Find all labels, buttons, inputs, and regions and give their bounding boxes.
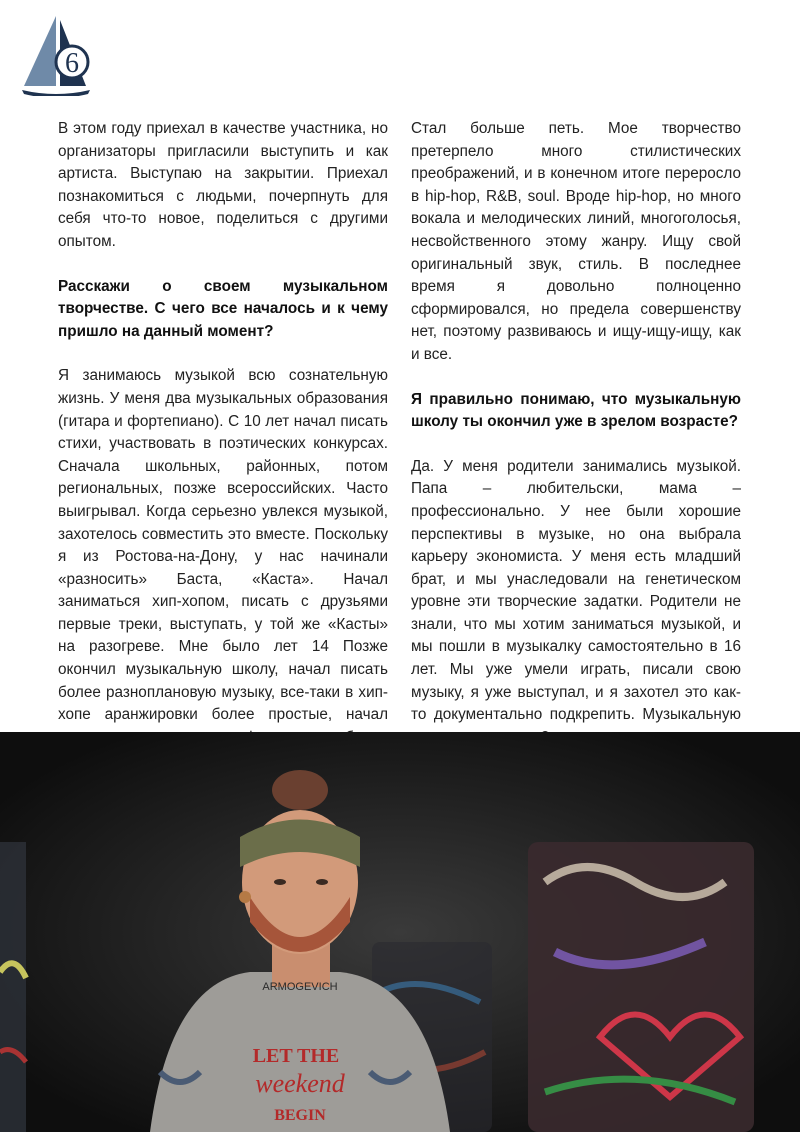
shirt-text-line2: weekend (255, 1069, 345, 1098)
intro-paragraph: В этом году приехал в качестве участника, но организаторы пригласили выступить и как артиста. Выступаю на закрытии. Приехал познакомиться с людьми, почерпнуть для себя что-то новое, поделиться с другими опытом. (58, 120, 388, 250)
graffiti-barrel-left (0, 842, 26, 1132)
interview-question-1: Расскажи о своем музыкальном творчестве. С чего все началось и к чему пришло на данный момент? (58, 277, 388, 340)
sailboat-logo-icon (20, 14, 92, 96)
shirt-text-line1: LET THE (252, 1045, 340, 1067)
portrait-illustration (0, 732, 800, 1132)
continuation-paragraph: Стал больше петь. Мое творчество претерпело много стилистических преображений, и в конечном итоге переросло в hip-hop, R&B, soul. Вроде hip-hop, но много вокала и мелодических линий, многоголосья, несвойственного этому жанру. Ищу свой оригинальный звук, стиль. В последнее время я довольно полноценно сформировался, но предела совершенству нет, поэтому развиваюсь и ищу-ищу-ищу, как и все. (411, 120, 741, 363)
answer-paragraph-1: Я занимаюсь музыкой всю сознательную жизнь. У меня два музыкальных образования (гитара и фортепиано). С 10 лет начал писать стихи, участвовать в поэтических конкурсах. Сначала школьных, районных, потом региональных, позже всероссийских. Часто выигрывал. Когда серьезно увлекся музыкой, захотелось совместить это вместе. Поскольку я из Ростова-на-Дону, у нас начинали «разносить» Баста, «Каста». Начал заниматься хип-хопом, писать с друзьями первые треки, выступать, у той же «Касты» на разогреве. Мне было лет 14 Позже окончил музыкальную школу, начал писать более разноплановую музыку, все-таки в хип-хопе аранжировки более простые, начал (58, 367, 388, 724)
interview-question-2: Я правильно понимаю, что музыкальную школу ты окончил уже в зрелом возрасте? (411, 390, 741, 431)
shirt-text-line3: BEGIN (274, 1107, 326, 1124)
artist-photo (0, 732, 800, 1132)
svg-text:6: 6 (65, 48, 79, 79)
magazine-logo (20, 14, 92, 96)
article-left-column (58, 118, 388, 772)
graffiti-barrel-right (528, 842, 754, 1132)
chest-tattoo-text: ARMOGEVICH (262, 981, 338, 993)
answer-paragraph-2: Да. У меня родители занимались музыкой. Папа – любительски, мама – профессионально. У нее были хорошие перспективы в музыке, но она выбрала карьеру экономиста. У меня есть младший брат, и мы унаследовали на генетическом уровне эти творческие задатки. Родители не знали, что мы хотим заниматься музыкой, и мы пошли в музыкалку самостоятельно в 16 лет. Мы уже умели играть, писали свою музыку, я уже выступал, и я захотел это как-то документально подкрепить. Музыкальную (411, 457, 741, 724)
article-right-column (411, 118, 741, 749)
